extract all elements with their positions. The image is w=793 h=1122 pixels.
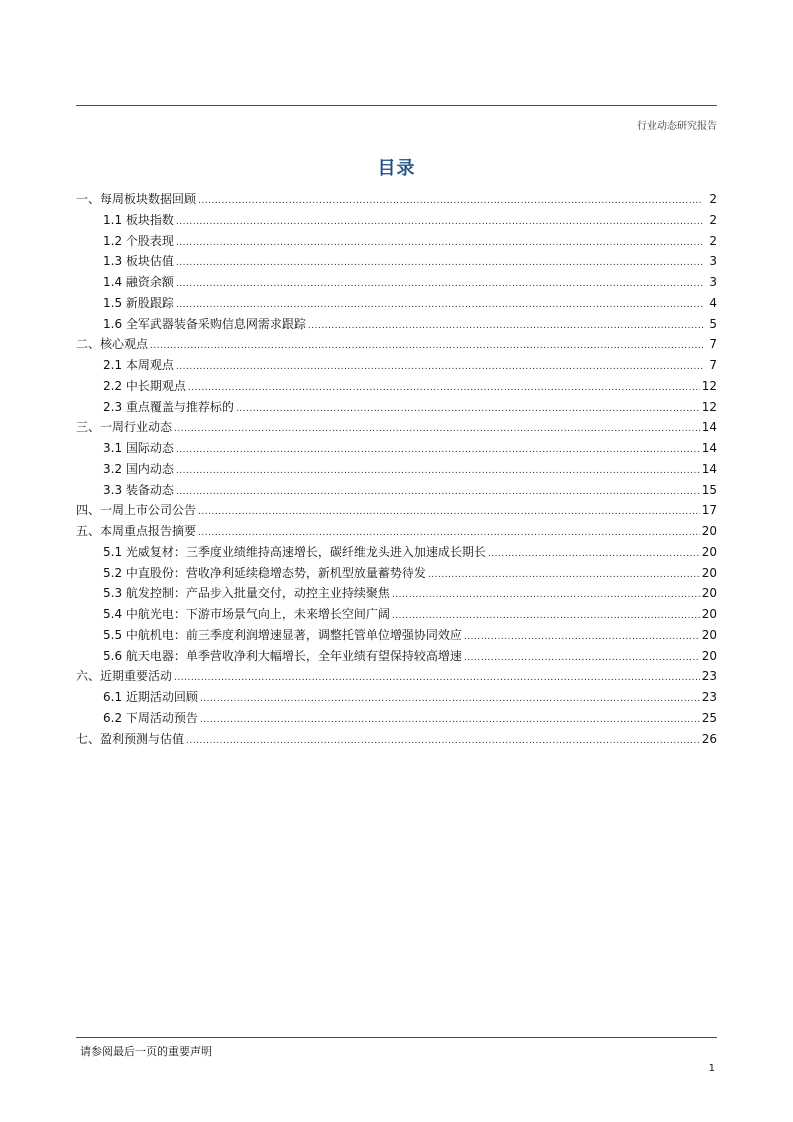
- toc-dot-leader: [200, 710, 700, 731]
- toc-entry-page: 12: [701, 378, 717, 393]
- toc-dot-leader: [176, 233, 703, 254]
- toc-entry-page: 20: [701, 627, 717, 642]
- toc-entry-page: 25: [701, 710, 717, 725]
- toc-entry[interactable]: [76, 625, 717, 646]
- toc-dot-leader: [176, 212, 703, 233]
- toc-entry[interactable]: [76, 397, 717, 418]
- toc-entry-label: 1.1 板块指数: [103, 212, 174, 227]
- toc-dot-leader: [236, 399, 700, 420]
- toc-entry-label: 5.4 中航光电：下游市场景气向上，未来增长空间广阔: [103, 607, 390, 621]
- toc-dot-leader: [176, 253, 703, 274]
- toc-entry-page: 17: [701, 503, 717, 518]
- toc-entry[interactable]: [76, 729, 717, 750]
- toc-dot-leader: [150, 336, 703, 357]
- toc-entry[interactable]: [76, 521, 717, 542]
- toc-dot-leader: [308, 316, 703, 337]
- toc-dot-leader: [428, 565, 700, 586]
- toc-title: 目录: [377, 158, 416, 179]
- toc-entry[interactable]: [76, 708, 717, 729]
- toc-entry-page: 14: [701, 441, 717, 455]
- toc-entry-page: 14: [701, 420, 717, 435]
- toc-entry-label: 3.1 国际动态: [103, 441, 174, 455]
- report-type-label: 行业动态研究报告: [637, 121, 717, 132]
- toc-entry-page: 23: [701, 690, 717, 704]
- toc-entry-label: 七、盈利预测与估值: [76, 731, 185, 746]
- toc-entry[interactable]: [76, 251, 717, 272]
- toc-entry-page: 26: [701, 731, 717, 746]
- toc-entry-label: 5.2 中直股份：营收净利延续稳增态势，新机型放量蓄势待发: [103, 565, 426, 580]
- toc-entry[interactable]: [76, 480, 717, 501]
- toc-entry-label: 二、核心观点: [76, 337, 149, 352]
- toc-dot-leader: [174, 668, 700, 689]
- toc-entry-label: 5.5 中航机电：前三季度利润增速显著，调整托管单位增强协同效应: [103, 627, 462, 642]
- toc-entry-page: 7: [709, 337, 717, 352]
- toc-dot-leader: [186, 731, 700, 752]
- toc-entry-label: 2.2 中长期观点: [103, 378, 186, 393]
- toc-entry-label: 3.2 国内动态: [103, 461, 174, 476]
- toc-entry-page: 4: [709, 295, 717, 310]
- toc-entry[interactable]: [76, 583, 717, 604]
- toc-entry-page: 5: [709, 316, 717, 331]
- toc-dot-leader: [392, 585, 700, 606]
- toc-dot-leader: [200, 689, 700, 710]
- toc-entry-page: 14: [701, 461, 717, 476]
- toc-entry-page: 2: [709, 233, 717, 248]
- toc-entry-label: 三、一周行业动态: [76, 420, 173, 435]
- toc-dot-leader: [488, 544, 700, 565]
- toc-entry-label: 五、本周重点报告摘要: [76, 524, 197, 538]
- toc-entry-label: 1.6 全军武器装备采购信息网需求跟踪: [103, 316, 306, 331]
- toc-dot-leader: [176, 357, 703, 378]
- toc-dot-leader: [176, 440, 700, 461]
- toc-entry-label: 1.3 板块估值: [103, 254, 174, 269]
- toc-entry[interactable]: [76, 438, 717, 459]
- toc-entry-label: 1.2 个股表现: [103, 233, 174, 248]
- toc-entry[interactable]: [76, 231, 717, 252]
- toc-entry-page: 2: [709, 212, 717, 227]
- toc-dot-leader: [198, 191, 703, 212]
- toc-dot-leader: [464, 627, 700, 648]
- toc-entry-label: 四、一周上市公司公告: [76, 503, 197, 518]
- toc-entry[interactable]: [76, 210, 717, 231]
- toc-dot-leader: [176, 274, 703, 295]
- toc-entry-page: 20: [701, 524, 717, 538]
- toc-entry-label: 1.5 新股跟踪: [103, 295, 174, 310]
- toc-entry[interactable]: [76, 376, 717, 397]
- toc-entry[interactable]: [76, 604, 717, 625]
- toc-entry-page: 12: [701, 399, 717, 414]
- toc-entry-page: 20: [701, 586, 717, 601]
- toc-entry[interactable]: [76, 417, 717, 438]
- toc-dot-leader: [174, 419, 700, 440]
- toc-entry-page: 2: [709, 192, 717, 206]
- toc-entry-label: 6.2 下周活动预告: [103, 710, 198, 725]
- toc-entry[interactable]: [76, 563, 717, 584]
- toc-entry[interactable]: [76, 272, 717, 293]
- page-number: 1: [708, 1063, 715, 1074]
- toc-entry[interactable]: [76, 687, 717, 708]
- toc-entry[interactable]: [76, 314, 717, 335]
- toc-dot-leader: [176, 295, 703, 316]
- footer-disclaimer: 请参阅最后一页的重要声明: [80, 1045, 212, 1058]
- toc-entry-label: 2.1 本周观点: [103, 358, 174, 372]
- toc-entry-label: 3.3 装备动态: [103, 482, 174, 497]
- toc-entry-label: 2.3 重点覆盖与推荐标的: [103, 399, 234, 414]
- toc-entry-page: 20: [701, 607, 717, 621]
- toc-dot-leader: [176, 482, 700, 503]
- toc-entry-page: 20: [701, 565, 717, 580]
- toc-entry[interactable]: [76, 666, 717, 687]
- toc-dot-leader: [188, 378, 700, 399]
- toc-entry[interactable]: [76, 189, 717, 210]
- toc-dot-leader: [198, 502, 700, 523]
- footer-rule: [76, 1037, 717, 1038]
- toc-entry-page: 23: [701, 669, 717, 684]
- toc-entry[interactable]: [76, 355, 717, 376]
- toc-entry-label: 1.4 融资余额: [103, 275, 174, 289]
- toc-entry[interactable]: [76, 293, 717, 314]
- toc-entry[interactable]: [76, 334, 717, 355]
- toc-dot-leader: [176, 461, 700, 482]
- table-of-contents: [76, 189, 717, 749]
- toc-dot-leader: [464, 648, 700, 669]
- header-rule: [76, 105, 717, 106]
- toc-dot-leader: [198, 523, 700, 544]
- toc-entry-label: 一、每周板块数据回顾: [76, 192, 197, 206]
- toc-entry[interactable]: [76, 459, 717, 480]
- toc-entry-page: 20: [701, 544, 717, 559]
- toc-entry-page: 3: [709, 254, 717, 269]
- toc-entry-label: 5.1 光威复材：三季度业绩维持高速增长，碳纤维龙头进入加速成长期长: [103, 544, 486, 559]
- toc-entry-label: 六、近期重要活动: [76, 669, 173, 684]
- toc-entry-page: 3: [709, 275, 717, 289]
- toc-entry[interactable]: [76, 500, 717, 521]
- toc-entry[interactable]: [76, 646, 717, 667]
- toc-entry-page: 7: [709, 358, 717, 372]
- toc-dot-leader: [392, 606, 700, 627]
- toc-entry-label: 5.3 航发控制：产品步入批量交付，动控主业持续聚焦: [103, 586, 390, 601]
- toc-entry[interactable]: [76, 542, 717, 563]
- toc-entry-page: 20: [701, 648, 717, 663]
- toc-entry-page: 15: [701, 482, 717, 497]
- toc-entry-label: 5.6 航天电器：单季营收净利大幅增长，全年业绩有望保持较高增速: [103, 648, 462, 663]
- toc-entry-label: 6.1 近期活动回顾: [103, 690, 198, 704]
